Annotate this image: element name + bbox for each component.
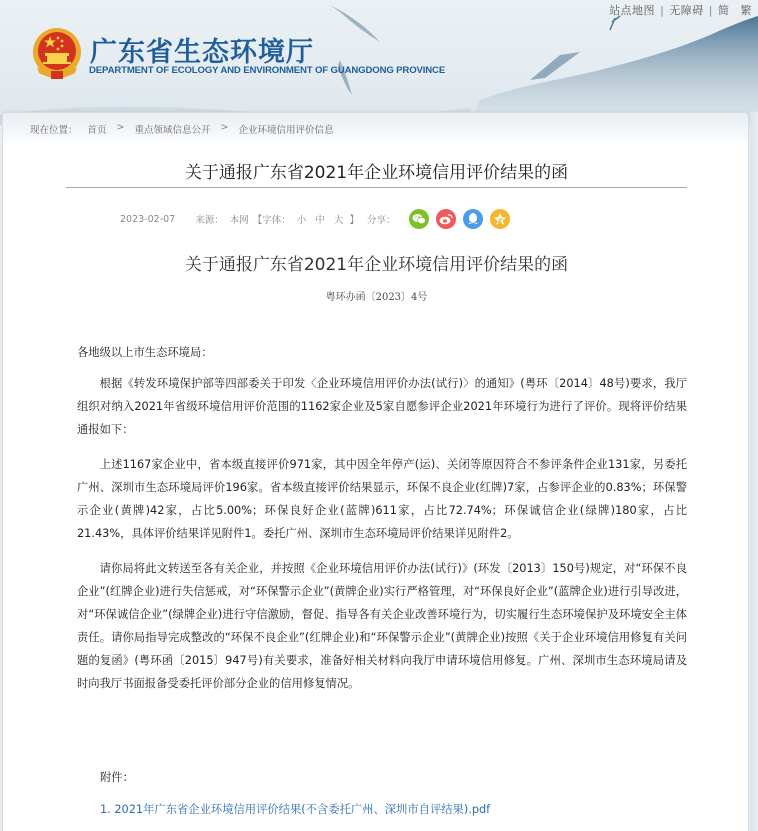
font-label-close: 】 <box>349 215 359 226</box>
breadcrumb-label: 现在位置： <box>30 125 78 136</box>
site-subtitle: DEPARTMENT OF ECOLOGY AND ENVIRONMENT OF GUANGDONG PROVINCE <box>89 65 446 76</box>
attachment-link[interactable]: 1. 2021年广东省企业环境信用评价结果(不含委托广州、深圳市自评结果).pdf <box>100 803 491 816</box>
breadcrumb-key-info[interactable]: 重点领域信息公开 <box>134 125 211 136</box>
title-divider <box>66 187 687 188</box>
article-body <box>77 341 687 707</box>
page-title: 关于通报广东省2021年企业环境信用评价结果的函 <box>184 163 569 183</box>
paragraph: 请你局将此文转送至各有关企业，并按照《企业环境信用评价办法(试行)》(环发〔2013〕150号)规定，对“环保不良企业”(红牌企业)进行失信惩戒，对“环保警示企业”(黄牌企业)实行严格管理，对“环保良好企业”(蓝牌企业)进行引导改进，对“环保诚信企业”(绿牌企业)进行守信激励，督促、指导各有关企业改善环境行为，切实履行生态环境保护及环境安全主体责任。请你局指导完成整改的“环保不良企业”(红牌企业)和“环保警示企业”(黄牌企业)按照《关于企业环境信用修复有关问题的复函》(粤环函〔2015〕947号)有关要求，准备好相关材料向我厅申请环境信用修复。广州、深圳市生态环境局请及时向我厅书面报备受委托评价部分企业的信用修复情况。 <box>77 562 687 690</box>
font-size-large[interactable]: 大 <box>333 215 344 226</box>
breadcrumb-home[interactable]: 首页 <box>87 125 107 136</box>
qzone-share-icon[interactable] <box>490 209 510 229</box>
content-card <box>2 112 749 831</box>
page-background-edge <box>750 112 758 831</box>
font-label-open: 【字体： <box>252 215 291 226</box>
attachments-label: 附件： <box>100 771 134 784</box>
separator: | <box>708 3 713 17</box>
font-size-controls <box>253 212 359 226</box>
breadcrumb-separator: > <box>220 122 229 133</box>
national-emblem-icon <box>31 27 83 81</box>
qq-share-icon[interactable] <box>463 209 483 229</box>
paragraph: 上述1167家企业中，省本级直接评价971家，其中因全年停产(运)、关闭等原因符合不参评条件企业131家，另委托广州、深圳市生态环境局评价196家。省本级直接评价结果显示，环保不良企业(红牌)7家，占参评企业的0.83%；环保警示企业(黄牌)42家，占比5.00%；环保良好企业(蓝牌)611家，占比72.74%；环保诚信企业(绿牌)180家，占比21.43%，具体评价结果详见附件1。委托广州、深圳市生态环境局评价结果详见附件2。 <box>77 458 687 540</box>
site-title: 广东省生态环境厅 <box>90 37 314 68</box>
accessibility-link[interactable]: 无障碍 <box>669 4 704 17</box>
site-header <box>0 0 758 125</box>
publish-date: 2023-02-07 <box>120 213 176 225</box>
share-label: 分享： <box>366 215 396 226</box>
article-meta <box>120 209 517 229</box>
top-links <box>609 2 752 18</box>
wechat-share-icon[interactable] <box>409 209 429 229</box>
breadcrumb-credit-info[interactable]: 企业环境信用评价信息 <box>238 125 334 136</box>
font-size-small[interactable]: 小 <box>296 215 307 226</box>
source-label: 来源： <box>195 215 224 226</box>
paragraph: 根据《转发环境保护部等四部委关于印发〈企业环境信用评价办法(试行)〉的通知》(粤环〔2014〕48号)要求，我厅组织对纳入2021年省级环境信用评价范围的1162家企业及5家自愿参评企业2021年环境行为进行了评价。现将评价结果通报如下： <box>77 377 687 436</box>
traditional-chinese-link[interactable]: 繁 <box>740 4 752 17</box>
simplified-chinese-link[interactable]: 简 <box>718 4 730 17</box>
document-title: 关于通报广东省2021年企业环境信用评价结果的函 <box>184 255 569 275</box>
breadcrumb-separator: > <box>116 122 125 133</box>
breadcrumb <box>3 113 748 145</box>
document-number: 粤环办函〔2023〕4号 <box>325 292 428 303</box>
separator: | <box>660 3 665 17</box>
font-size-medium[interactable]: 中 <box>315 215 325 226</box>
salutation: 各地级以上市生态环境局： <box>77 346 213 359</box>
sitemap-link[interactable]: 站点地图 <box>609 4 656 17</box>
source-value: 本网 <box>229 215 249 226</box>
weibo-share-icon[interactable] <box>436 209 456 229</box>
